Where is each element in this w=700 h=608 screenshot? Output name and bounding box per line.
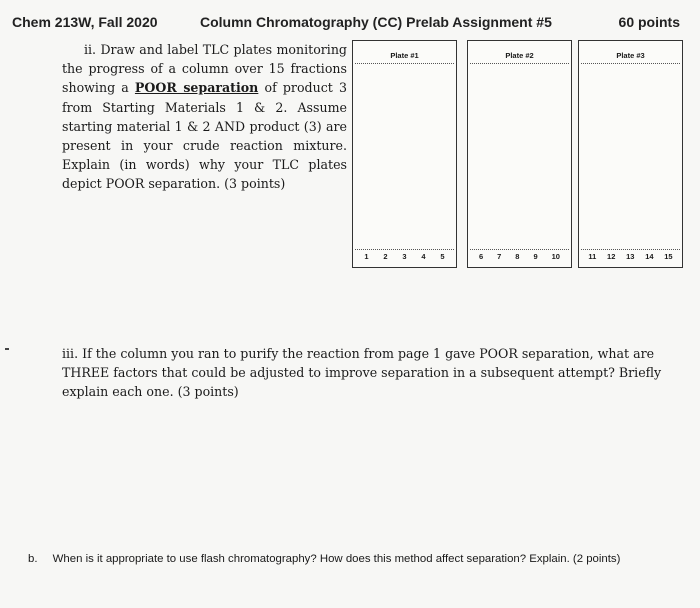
solvent-front-line [355,63,454,64]
tlc-plate-3 [578,40,683,268]
tlc-plate-2 [467,40,572,268]
lane-labels [583,252,678,261]
question-ii-text-a: Draw and label TLC plates monitoring the progress of a column over 15 fractions showing a [62,42,347,96]
question-iii [62,344,682,402]
lane-number: 15 [664,252,673,261]
question-b-number: b. [28,553,38,565]
plate-label: Plate #3 [616,51,645,60]
lane-number: 13 [626,252,635,261]
baseline [581,249,680,250]
lane-number: 4 [421,252,426,261]
question-ii-text-b: of product 3 from Starting Materials 1 & 2. Assume starting material 1 & 2 AND product (3) are present in your crude reaction mixture. Explain (in words) why your TLC plates depict POOR separation. (3 points) [62,80,347,192]
lane-number: 11 [588,252,597,261]
lane-number: 3 [402,252,407,261]
lane-number: 14 [645,252,654,261]
lane-number: 7 [497,252,502,261]
lane-number: 6 [478,252,484,261]
lane-number: 5 [440,252,445,261]
lane-labels [472,252,567,261]
course-header: Chem 213W, Fall 2020 [12,14,158,30]
question-ii-emphasis: POOR separation [134,80,259,96]
question-iii-text: If the column you ran to purify the reaction from page 1 gave POOR separation, what are THREE factors that could be adjusted to improve separation in a subsequent attempt? Briefly explain each one. (3 points) [62,346,662,400]
tlc-plate-1 [352,40,457,268]
lane-number: 1 [364,252,369,261]
question-ii-number: ii. [84,42,97,57]
question-iii-number: iii. [62,346,79,361]
lane-number: 8 [515,252,520,261]
question-ii [62,40,347,194]
question-b [28,550,688,569]
baseline [355,249,454,250]
lane-number: 9 [533,252,538,261]
assignment-title: Column Chromatography (CC) Prelab Assignment #5 [200,14,552,30]
lane-labels [357,252,452,261]
question-b-text: When is it appropriate to use flash chromatography? How does this method affect separation? Explain. (2 points) [52,553,621,565]
total-points: 60 points [618,14,680,30]
solvent-front-line [581,63,680,64]
tlc-plates [352,40,682,280]
baseline [470,249,569,250]
lane-number: 12 [607,252,616,261]
lane-number: 2 [383,252,388,261]
margin-mark [5,348,9,350]
lane-number: 10 [551,252,560,261]
solvent-front-line [470,63,569,64]
plate-label: Plate #2 [505,51,534,60]
plate-label: Plate #1 [390,51,419,60]
